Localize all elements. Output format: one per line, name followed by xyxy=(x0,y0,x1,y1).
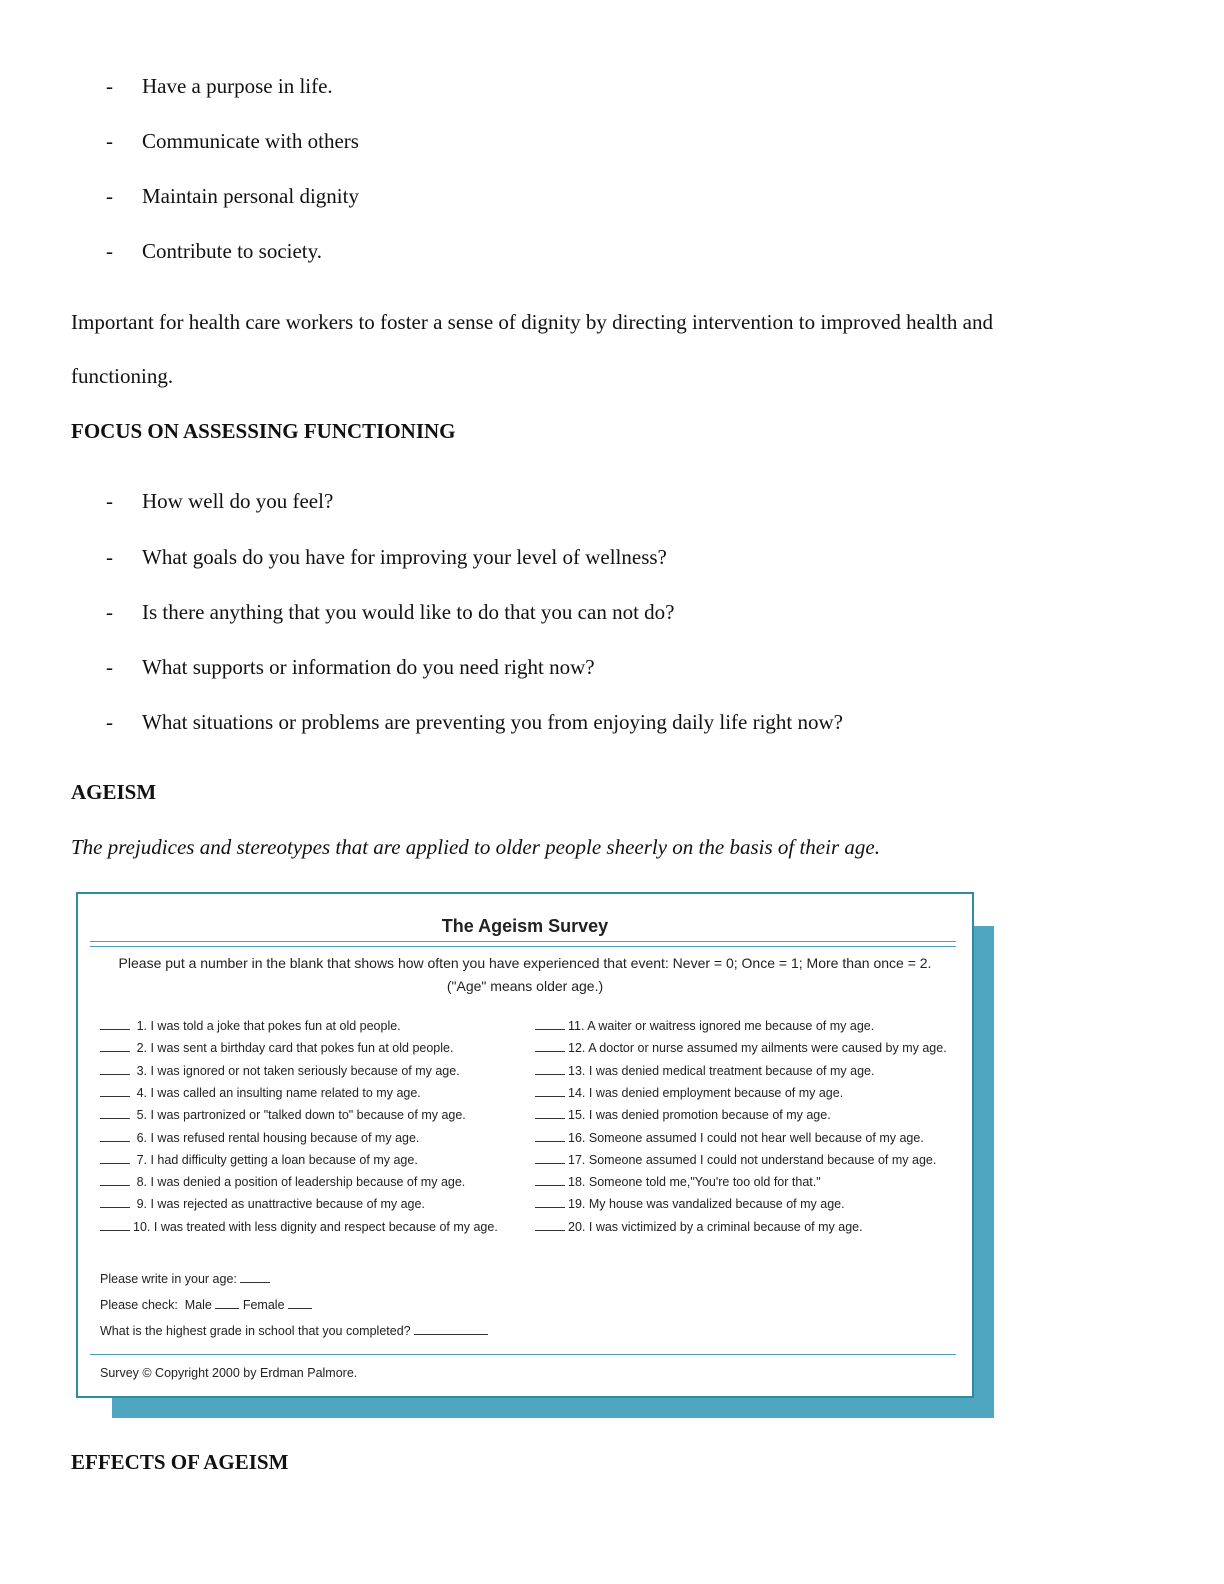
item-number: 16. xyxy=(568,1130,586,1145)
bullet-dash: - xyxy=(106,239,113,263)
item-number: 12. xyxy=(568,1041,586,1056)
bullet-dash: - xyxy=(106,545,113,569)
gender-field xyxy=(100,1297,312,1313)
divider xyxy=(90,1354,956,1355)
survey-item xyxy=(535,1040,947,1056)
survey-item xyxy=(100,1152,418,1168)
survey-item xyxy=(100,1085,421,1101)
answer-blank[interactable] xyxy=(100,1196,130,1208)
item-text: Someone assumed I could not understand because of my age. xyxy=(588,1152,937,1167)
answer-blank[interactable] xyxy=(535,1107,565,1119)
survey-item xyxy=(100,1018,401,1034)
item-text: I was called an insulting name related to my age. xyxy=(150,1085,421,1100)
grade-field xyxy=(100,1323,488,1339)
survey-item xyxy=(535,1196,845,1212)
survey-item xyxy=(100,1219,498,1235)
answer-blank[interactable] xyxy=(535,1040,565,1052)
instruction-line-2: ("Age" means older age.) xyxy=(446,978,604,994)
section-heading-effects: EFFECTS OF AGEISM xyxy=(71,1450,289,1474)
answer-blank[interactable] xyxy=(535,1085,565,1097)
answer-blank[interactable] xyxy=(100,1085,130,1097)
item-text: I was denied medical treatment because of my age. xyxy=(588,1063,875,1078)
instruction-line-1: Please put a number in the blank that shows how often you have experienced that event: Never = 0; Once = 1; More than once = 2. xyxy=(118,955,932,971)
age-label: Please write in your age: xyxy=(100,1272,237,1286)
item-number: 8. xyxy=(136,1175,147,1190)
male-label: Male xyxy=(184,1298,212,1312)
item-number: 19. xyxy=(568,1197,586,1212)
item-text: I was partronized or "talked down to" because of my age. xyxy=(150,1108,466,1123)
answer-blank[interactable] xyxy=(100,1018,130,1030)
item-text: I was denied promotion because of my age. xyxy=(588,1108,831,1123)
ageism-definition: The prejudices and stereotypes that are applied to older people sheerly on the basis of their age. xyxy=(71,835,880,859)
survey-item xyxy=(100,1040,453,1056)
grade-label: What is the highest grade in school that you completed? xyxy=(100,1324,411,1338)
item-number: 14. xyxy=(568,1085,586,1100)
answer-blank[interactable] xyxy=(100,1219,130,1231)
item-number: 3. xyxy=(136,1063,147,1078)
item-text: I was denied employment because of my age. xyxy=(588,1085,844,1100)
item-text: I was refused rental housing because of my age. xyxy=(150,1130,420,1145)
bullet-text: Contribute to society. xyxy=(142,239,323,263)
age-field xyxy=(100,1271,270,1287)
item-number: 2. xyxy=(136,1041,147,1056)
item-text: Someone assumed I could not hear well because of my age. xyxy=(588,1130,924,1145)
survey-instructions xyxy=(98,952,952,998)
item-number: 15. xyxy=(568,1108,586,1123)
item-text: Someone told me,"You're too old for that." xyxy=(588,1175,821,1190)
female-blank[interactable] xyxy=(288,1297,312,1309)
age-blank[interactable] xyxy=(240,1271,270,1283)
item-number: 4. xyxy=(136,1085,147,1100)
survey-item xyxy=(535,1174,821,1190)
answer-blank[interactable] xyxy=(535,1219,565,1231)
survey-item xyxy=(100,1196,425,1212)
item-text: I was ignored or not taken seriously because of my age. xyxy=(150,1063,460,1078)
answer-blank[interactable] xyxy=(535,1152,565,1164)
item-text: I was treated with less dignity and respect because of my age. xyxy=(153,1219,498,1234)
bullet-dash: - xyxy=(106,489,113,513)
answer-blank[interactable] xyxy=(535,1196,565,1208)
survey-item xyxy=(535,1107,831,1123)
survey-item xyxy=(100,1174,465,1190)
item-number: 10. xyxy=(133,1219,151,1234)
item-text: I had difficulty getting a loan because of my age. xyxy=(150,1152,418,1167)
item-text: I was victimized by a criminal because of my age. xyxy=(588,1219,863,1234)
answer-blank[interactable] xyxy=(100,1152,130,1164)
check-label: Please check: xyxy=(100,1298,178,1312)
survey-title: The Ageism Survey xyxy=(441,916,609,936)
grade-blank[interactable] xyxy=(414,1323,488,1335)
survey-copyright: Survey © Copyright 2000 by Erdman Palmore. xyxy=(100,1366,358,1380)
bullet-dash: - xyxy=(106,129,113,153)
answer-blank[interactable] xyxy=(535,1018,565,1030)
bullet-text: What situations or problems are preventing you from enjoying daily life right now? xyxy=(142,710,843,734)
bullet-text: Communicate with others xyxy=(142,129,359,153)
item-text: A doctor or nurse assumed my ailments were caused by my age. xyxy=(588,1041,947,1056)
item-text: I was denied a position of leadership because of my age. xyxy=(150,1175,466,1190)
item-text: My house was vandalized because of my age. xyxy=(588,1197,845,1212)
survey-item xyxy=(100,1130,419,1146)
answer-blank[interactable] xyxy=(535,1063,565,1075)
survey-item xyxy=(535,1219,863,1235)
survey-item xyxy=(535,1130,924,1146)
item-number: 1. xyxy=(136,1019,147,1033)
bullet-text: What supports or information do you need right now? xyxy=(142,655,595,679)
bullet-dash: - xyxy=(106,184,113,208)
item-number: 6. xyxy=(136,1130,147,1145)
survey-item xyxy=(535,1018,874,1034)
answer-blank[interactable] xyxy=(100,1107,130,1119)
item-number: 11. xyxy=(568,1019,585,1033)
paragraph-line-2: functioning. xyxy=(71,364,174,388)
survey-item xyxy=(535,1063,874,1079)
section-heading-ageism: AGEISM xyxy=(71,780,157,804)
bullet-dash: - xyxy=(106,710,113,734)
bullet-text: What goals do you have for improving your level of wellness? xyxy=(142,545,667,569)
section-heading-assessing: FOCUS ON ASSESSING FUNCTIONING xyxy=(71,419,456,443)
item-number: 9. xyxy=(136,1197,147,1212)
survey-item xyxy=(535,1085,843,1101)
bullet-text: Have a purpose in life. xyxy=(142,74,333,98)
female-label: Female xyxy=(242,1298,285,1312)
bullet-dash: - xyxy=(106,74,113,98)
item-number: 5. xyxy=(136,1108,147,1123)
answer-blank[interactable] xyxy=(535,1130,565,1142)
item-number: 13. xyxy=(568,1063,586,1078)
bullet-text: Is there anything that you would like to do that you can not do? xyxy=(142,600,675,624)
ageism-survey-figure xyxy=(76,892,974,1398)
answer-blank[interactable] xyxy=(100,1040,130,1052)
divider xyxy=(90,941,956,942)
answer-blank[interactable] xyxy=(100,1130,130,1142)
divider xyxy=(90,946,956,947)
item-text: I was told a joke that pokes fun at old people. xyxy=(150,1019,401,1033)
survey-item xyxy=(100,1107,466,1123)
item-text: I was sent a birthday card that pokes fun at old people. xyxy=(150,1041,454,1056)
item-number: 7. xyxy=(136,1152,147,1167)
answer-blank[interactable] xyxy=(100,1063,130,1075)
bullet-text: Maintain personal dignity xyxy=(142,184,359,208)
answer-blank[interactable] xyxy=(100,1174,130,1186)
bullet-dash: - xyxy=(106,600,113,624)
survey-item xyxy=(100,1063,460,1079)
item-number: 18. xyxy=(568,1175,586,1190)
male-blank[interactable] xyxy=(215,1297,239,1309)
bullet-text: How well do you feel? xyxy=(142,489,334,513)
survey-item xyxy=(535,1152,936,1168)
paragraph-line-1: Important for health care workers to foster a sense of dignity by directing intervention to improved health and xyxy=(71,310,993,334)
bullet-dash: - xyxy=(106,655,113,679)
item-text: A waiter or waitress ignored me because of my age. xyxy=(587,1019,875,1033)
answer-blank[interactable] xyxy=(535,1174,565,1186)
item-number: 20. xyxy=(568,1219,586,1234)
item-number: 17. xyxy=(568,1152,586,1167)
item-text: I was rejected as unattractive because of my age. xyxy=(150,1197,425,1212)
